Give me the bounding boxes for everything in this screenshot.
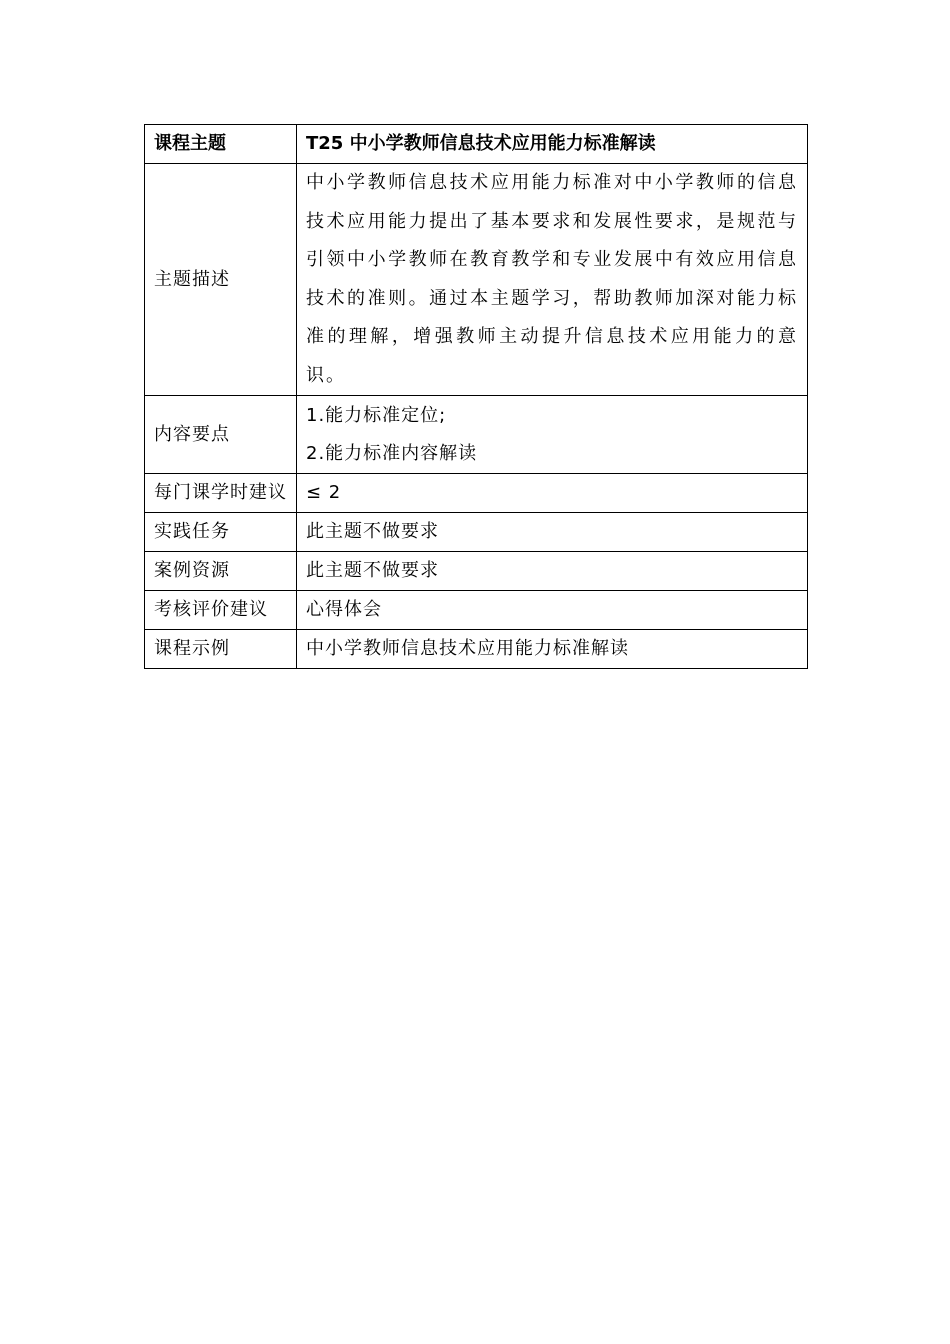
practice-value: 此主题不做要求 — [297, 513, 808, 552]
topic-label: 课程主题 — [145, 125, 297, 164]
table-row-practice — [145, 513, 808, 552]
table-row-cases — [145, 552, 808, 591]
table-row-key-points — [145, 396, 808, 474]
assessment-value: 心得体会 — [297, 591, 808, 630]
key-points-value — [297, 396, 808, 474]
table-row-description — [145, 164, 808, 396]
table-row-topic — [145, 125, 808, 164]
table-row-assessment — [145, 591, 808, 630]
hours-label: 每门课学时建议 — [145, 474, 297, 513]
key-point-item: 1.能力标准定位; — [306, 404, 447, 426]
example-value: 中小学教师信息技术应用能力标准解读 — [297, 630, 808, 669]
hours-value: ≤ 2 — [297, 474, 808, 513]
example-label: 课程示例 — [145, 630, 297, 669]
topic-value: T25 中小学教师信息技术应用能力标准解读 — [297, 125, 808, 164]
course-table — [144, 124, 808, 669]
key-point-item: 2.能力标准内容解读 — [306, 442, 478, 464]
cases-label: 案例资源 — [145, 552, 297, 591]
table-row-hours — [145, 474, 808, 513]
description-value: 中小学教师信息技术应用能力标准对中小学教师的信息技术应用能力提出了基本要求和发展性要求，是规范与引领中小学教师在教育教学和专业发展中有效应用信息技术的准则。通过本主题学习，帮助教师加深对能力标准的理解，增强教师主动提升信息技术应用能力的意识。 — [297, 164, 808, 396]
table-row-example — [145, 630, 808, 669]
assessment-label: 考核评价建议 — [145, 591, 297, 630]
practice-label: 实践任务 — [145, 513, 297, 552]
key-points-label: 内容要点 — [145, 396, 297, 474]
cases-value: 此主题不做要求 — [297, 552, 808, 591]
description-label: 主题描述 — [145, 164, 297, 396]
